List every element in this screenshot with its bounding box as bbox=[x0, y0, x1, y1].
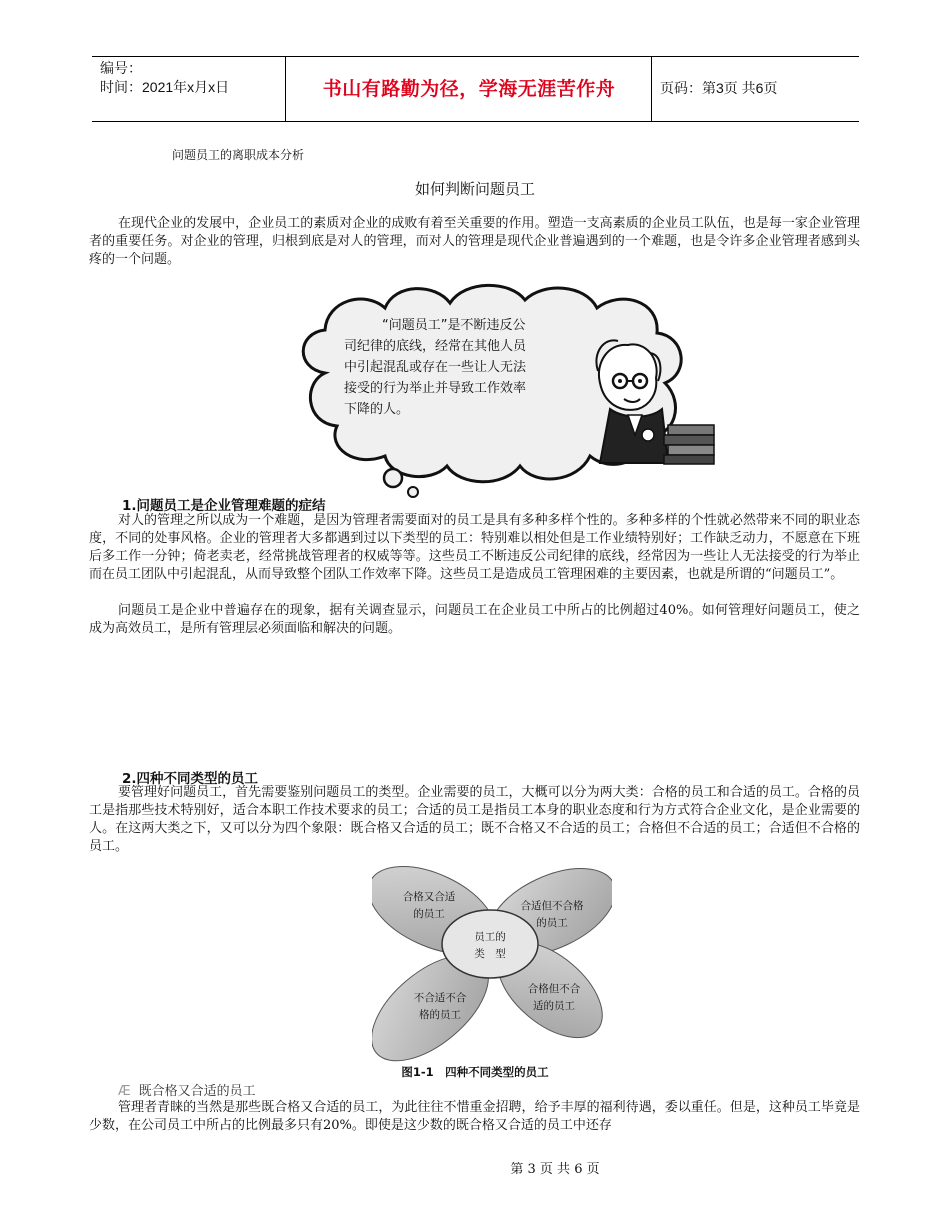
section-2-heading: 2.四种不同类型的员工 bbox=[122, 771, 259, 787]
page-title: 如何判断问题员工 bbox=[414, 180, 535, 198]
bullet-text: 既合格又合适的员工 bbox=[138, 1084, 256, 1099]
document-number-label: 编号： bbox=[100, 60, 142, 76]
cloud-line: 中引起混乱或存在一些让人无法 bbox=[344, 360, 527, 375]
header-motto: 书山有路勤为径，学海无涯苦作舟 bbox=[322, 78, 616, 100]
label-center: 员工的 类 型 bbox=[474, 931, 506, 960]
section-2-paragraph-1: 要管理好问题员工，首先需要鉴别问题员工的类型。企业需要的员工，大概可以分为两大类：合格的员工和合适的员工。合格的员工是指那些技术特别好，适合本职工作技术要求的员工；合适的员工是指员工本身的职业态度和行为方式符合企业文化，是企业需要的人。在这两大类之下，又可以分为四个象限：既合格又合适的员工；既不合格又不合适的员工；合格但不合适的员工；合适但不合格的员工。 bbox=[89, 785, 860, 854]
document-time-label: 时间：2021年x月x日 bbox=[100, 79, 230, 95]
header-divider-right bbox=[651, 57, 652, 121]
figure-caption: 图1-1 四种不同类型的员工 bbox=[401, 1065, 549, 1079]
bullet-marker: Æ bbox=[118, 1084, 131, 1099]
section-1-paragraph-1: 对人的管理之所以成为一个难题，是因为管理者需要面对的员工是具有多种多样个性的。多种多样的个性就必然带来不同的职业态度，不同的处事风格。企业的管理者大多都遇到过以下类型的员工：特别难以相处但是工作业绩特别好；工作缺乏动力，不愿意在下班后多工作一分钟；倚老卖老，经常挑战管理者的权威等等。这些员工不断违反公司纪律的底线，经常因为一些让人无法接受的行为举止而在员工团队中引起混乱，从而导致整个团队工作效率下降。这些员工是造成员工管理困难的主要因素，也就是所谓的“问题员工”。 bbox=[89, 513, 860, 582]
section-1-paragraph-2: 问题员工是企业中普遍存在的现象，据有关调查显示，问题员工在企业员工中所占的比例超过40%。如何管理好问题员工，使之成为高效员工，是所有管理层必须面临和解决的问题。 bbox=[89, 603, 860, 636]
cloud-line: 司纪律的底线，经常在其他人员 bbox=[344, 339, 527, 354]
label-top-left: 合格又合适 的员工 bbox=[402, 891, 456, 920]
cloud-definition-text bbox=[344, 315, 576, 420]
document-subject: 问题员工的离职成本分析 bbox=[172, 148, 305, 162]
intro-paragraph: 在现代企业的发展中，企业员工的素质对企业的成败有着至关重要的作用。塑造一支高素质的企业员工队伍，也是每一家企业管理者的重要任务。对企业的管理，归根到底是对人的管理，而对人的管理是现代企业普遍遇到的一个难题，也是令许多企业管理者感到头疼的一个问题。 bbox=[89, 216, 860, 267]
cloud-line: 下降的人。 bbox=[344, 402, 410, 417]
header-divider-left bbox=[285, 57, 286, 121]
label-bottom-right: 合格但不合 适的员工 bbox=[527, 983, 581, 1012]
cloud-line: 接受的行为举止并导致工作效率 bbox=[344, 381, 527, 396]
section-1-heading: 1.问题员工是企业管理难题的症结 bbox=[122, 498, 326, 514]
label-top-right: 合适但不合格 的员工 bbox=[520, 900, 584, 929]
section-3-paragraph-1: 管理者青睐的当然是那些既合格又合适的员工，为此往往不惜重金招聘，给予丰厚的福利待遇，委以重任。但是，这种员工毕竟是少数，在公司员工中所占的比例最多只有20%。即使是这少数的既合格又合适的员工中还存 bbox=[89, 1100, 860, 1133]
header-page-label: 页码：第3页 共6页 bbox=[660, 80, 778, 96]
bullet-item bbox=[118, 1080, 256, 1099]
label-bottom-left: 不合适不合 格的员工 bbox=[413, 992, 467, 1021]
header-top-rule bbox=[92, 56, 859, 57]
header-bottom-rule bbox=[92, 121, 859, 122]
page-footer: 第 3 页 共 6 页 bbox=[510, 1162, 600, 1177]
header-meta bbox=[100, 59, 229, 97]
cloud-line: “问题员工”是不断违反公 bbox=[382, 318, 526, 333]
